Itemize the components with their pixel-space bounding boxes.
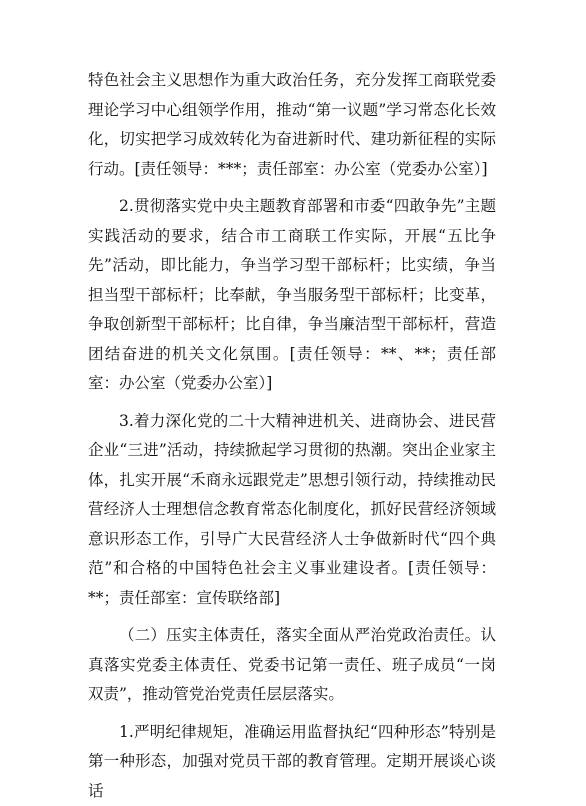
paragraph-section-heading-2: （二）压实主体责任，落实全面从严治党政治责任。认真落实党委主体责任、党委书记第一责任、班子成员“一岗双责”，推动管党治党责任层层落实。 [88, 621, 496, 710]
paragraph-gap [88, 710, 496, 718]
paragraph-three-enter-activity: 3.着力深化党的二十大精神进机关、进商协会、进民营企业“三进”活动，持续掀起学习贯彻的热潮。突出企业家主体，扎实开展“禾商永远跟党走”思想引领行动，持续推动民营经济人士理想信念教育常态化制度化，抓好民营经济领域意识形态工作，引导广大民营经济人士争做新时代“四个典范”和合格的中国特色社会主义事业建设者。[责任领导：**；责任部室：宣传联络部] [88, 407, 496, 614]
paragraph-gap [88, 399, 496, 407]
document-page [88, 66, 496, 806]
paragraph-study-task: 特色社会主义思想作为重大政治任务，充分发挥工商联党委理论学习中心组领学作用，推动“第一议题”学习常态化长效化，切实把学习成效转化为奋进新时代、建功新征程的实际行动。[责任领导：***；责任部室：办公室（党委办公室）] [88, 66, 496, 184]
paragraph-discipline-rules: 1.严明纪律规矩，准确运用监督执纪“四种形态”特别是第一种形态，加强对党员干部的教育管理。定期开展谈心谈话 [88, 718, 496, 806]
paragraph-gap [88, 184, 496, 192]
paragraph-five-compare-campaign: 2.贯彻落实党中央主题教育部署和市委“四敢争先”主题实践活动的要求，结合市工商联工作实际，开展“五比争先”活动，即比能力，争当学习型干部标杆；比实绩，争当担当型干部标杆；比奉献，争当服务型干部标杆；比变革，争取创新型干部标杆；比自律，争当廉洁型干部标杆，营造团结奋进的机关文化氛围。[责任领导：**、**；责任部室：办公室（党委办公室）] [88, 192, 496, 399]
paragraph-gap [88, 613, 496, 621]
